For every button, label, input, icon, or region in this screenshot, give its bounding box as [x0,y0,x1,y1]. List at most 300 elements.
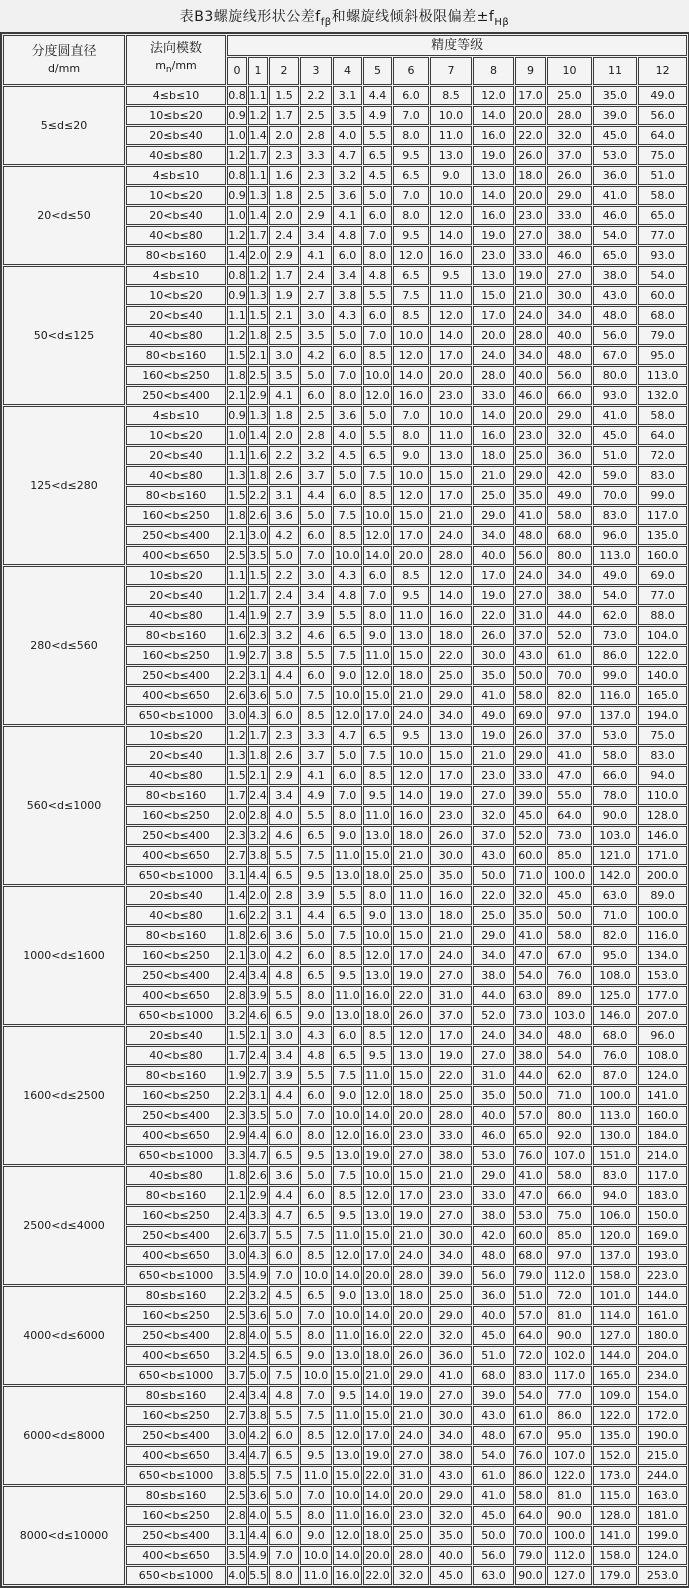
tolerance-value-cell: 11.0 [333,1506,362,1525]
tolerance-value-cell: 151.0 [593,1146,637,1165]
tolerance-value-cell: 12.0 [333,1246,362,1265]
tolerance-value-cell: 4.4 [269,666,299,685]
tolerance-value-cell: 54.0 [593,226,637,245]
tolerance-value-cell: 3.0 [269,346,299,365]
tolerance-value-cell: 1.3 [248,186,268,205]
tolerance-value-cell: 3.4 [333,266,362,285]
tolerance-value-cell: 9.0 [333,1086,362,1105]
tolerance-value-cell: 6.0 [393,86,429,105]
b-range-cell: 400<b≤650 [126,546,226,565]
tolerance-value-cell: 4.0 [269,806,299,825]
d-range-cell: 5≤d≤20 [3,86,125,165]
b-range-cell: 80<b≤160 [126,1066,226,1085]
tolerance-value-cell: 83.0 [593,1166,637,1185]
tolerance-value-cell: 7.5 [300,686,332,705]
tolerance-value-cell: 20.0 [515,106,546,125]
tolerance-value-cell: 54.0 [547,1046,592,1065]
tolerance-value-cell: 60.0 [638,286,687,305]
tolerance-value-cell: 13.0 [363,966,392,985]
tolerance-value-cell: 122.0 [593,1406,637,1425]
tolerance-value-cell: 2.2 [269,446,299,465]
tolerance-value-cell: 7.0 [300,1306,332,1325]
tolerance-value-cell: 7.5 [300,1226,332,1245]
tolerance-value-cell: 82.0 [593,926,637,945]
tolerance-value-cell: 23.0 [515,426,546,445]
tolerance-value-cell: 3.0 [300,566,332,585]
tolerance-value-cell: 26.0 [515,726,546,745]
b-range-cell: 400<b≤650 [126,986,226,1005]
tolerance-value-cell: 3.1 [269,486,299,505]
tolerance-value-cell: 122.0 [638,646,687,665]
tolerance-value-cell: 3.6 [248,686,268,705]
tolerance-value-cell: 6.0 [300,386,332,405]
d-range-cell: 50<d≤125 [3,266,125,405]
tolerance-value-cell: 23.0 [430,386,472,405]
tolerance-value-cell: 124.0 [638,1066,687,1085]
tolerance-value-cell: 0.8 [227,166,247,185]
tolerance-value-cell: 90.0 [547,1326,592,1345]
tolerance-value-cell: 2.4 [227,966,247,985]
tolerance-value-cell: 3.6 [333,406,362,425]
tolerance-value-cell: 38.0 [547,586,592,605]
tolerance-value-cell: 3.6 [269,1166,299,1185]
tolerance-value-cell: 1.8 [248,326,268,345]
tolerance-value-cell: 2.1 [248,1026,268,1045]
tolerance-value-cell: 1.2 [248,106,268,125]
tolerance-value-cell: 33.0 [473,1186,514,1205]
tolerance-value-cell: 30.0 [430,846,472,865]
tolerance-value-cell: 13.0 [363,826,392,845]
tolerance-value-cell: 94.0 [638,766,687,785]
tolerance-value-cell: 40.0 [473,1306,514,1325]
tolerance-value-cell: 29.0 [547,406,592,425]
tolerance-value-cell: 42.0 [547,466,592,485]
tolerance-value-cell: 19.0 [363,1446,392,1465]
tolerance-value-cell: 12.0 [363,1186,392,1205]
tolerance-value-cell: 28.0 [515,326,546,345]
tolerance-value-cell: 4.8 [269,1386,299,1405]
tolerance-value-cell: 3.5 [227,1266,247,1285]
tolerance-value-cell: 80.0 [547,1106,592,1125]
tolerance-value-cell: 234.0 [638,1366,687,1385]
tolerance-value-cell: 28.0 [473,366,514,385]
tolerance-value-cell: 12.0 [430,566,472,585]
b-range-cell: 160<b≤250 [126,1086,226,1105]
table-body [3,86,687,1585]
b-range-cell: 650<b≤1000 [126,1466,226,1485]
tolerance-value-cell: 22.0 [515,126,546,145]
col-header-diameter-name: 分度圆直径 [31,43,97,59]
tolerance-value-cell: 48.0 [593,306,637,325]
tolerance-value-cell: 25.0 [430,1286,472,1305]
tolerance-value-cell: 9.5 [333,1206,362,1225]
tolerance-value-cell: 19.0 [430,1046,472,1065]
tolerance-value-cell: 17.0 [363,1426,392,1445]
tolerance-value-cell: 16.0 [430,246,472,265]
tolerance-value-cell: 41.0 [515,1166,546,1185]
tolerance-value-cell: 7.5 [269,1366,299,1385]
tolerance-value-cell: 21.0 [393,1406,429,1425]
tolerance-value-cell: 3.3 [248,1206,268,1225]
tolerance-value-cell: 3.4 [227,1446,247,1465]
tolerance-value-cell: 51.0 [473,1346,514,1365]
tolerance-value-cell: 79.0 [638,326,687,345]
tolerance-value-cell: 5.5 [333,606,362,625]
d-range-cell: 560<d≤1000 [3,726,125,885]
tolerance-value-cell: 2.6 [248,1166,268,1185]
tolerance-value-cell: 24.0 [515,306,546,325]
tolerance-value-cell: 3.4 [300,586,332,605]
tolerance-value-cell: 55.0 [547,786,592,805]
tolerance-value-cell: 12.0 [393,766,429,785]
title-prefix: 表B3螺旋线形状公差f [179,9,321,25]
tolerance-value-cell: 1.9 [227,646,247,665]
tolerance-value-cell: 29.0 [473,926,514,945]
tolerance-value-cell: 4.6 [248,1006,268,1025]
b-range-cell: 400<b≤650 [126,1446,226,1465]
tolerance-value-cell: 58.0 [638,186,687,205]
tolerance-value-cell: 6.5 [269,1146,299,1165]
tolerance-value-cell: 1.1 [227,446,247,465]
tolerance-value-cell: 6.5 [269,1006,299,1025]
tolerance-value-cell: 3.6 [333,186,362,205]
tolerance-value-cell: 12.0 [333,706,362,725]
tolerance-value-cell: 66.0 [547,1186,592,1205]
b-range-cell: 10≤b≤20 [126,726,226,745]
tolerance-value-cell: 2.9 [300,206,332,225]
col-header-diameter-unit: d/mm [47,61,81,75]
tolerance-value-cell: 8.0 [300,1126,332,1145]
tolerance-value-cell: 4.4 [269,1186,299,1205]
tolerance-value-cell: 113.0 [638,366,687,385]
grade-col-header: 9 [515,57,546,85]
tolerance-value-cell: 2.8 [269,886,299,905]
b-range-cell: 4≤b≤10 [126,166,226,185]
tolerance-value-cell: 2.9 [269,766,299,785]
tolerance-value-cell: 50.0 [473,866,514,885]
tolerance-value-cell: 8.5 [393,566,429,585]
tolerance-value-cell: 43.0 [473,846,514,865]
tolerance-value-cell: 1.6 [227,906,247,925]
tolerance-value-cell: 10.0 [333,1306,362,1325]
tolerance-value-cell: 4.0 [333,126,362,145]
tolerance-value-cell: 49.0 [638,86,687,105]
tolerance-value-cell: 13.0 [363,1206,392,1225]
tolerance-value-cell: 69.0 [515,706,546,725]
tolerance-value-cell: 2.5 [248,366,268,385]
tolerance-value-cell: 7.0 [393,186,429,205]
tolerance-value-cell: 5.5 [300,1066,332,1085]
tolerance-value-cell: 40.0 [430,1546,472,1565]
tolerance-value-cell: 1.8 [269,406,299,425]
tolerance-value-cell: 13.0 [473,266,514,285]
tolerance-value-cell: 7.5 [363,466,392,485]
tolerance-value-cell: 15.0 [363,1226,392,1245]
tolerance-value-cell: 1.4 [227,886,247,905]
tolerance-value-cell: 204.0 [638,1346,687,1365]
tolerance-value-cell: 5.0 [248,1366,268,1385]
tolerance-value-cell: 41.0 [515,506,546,525]
b-range-cell: 650<b≤1000 [126,866,226,885]
tolerance-value-cell: 37.0 [515,626,546,645]
tolerance-value-cell: 3.1 [227,866,247,885]
tolerance-value-cell: 2.5 [269,326,299,345]
tolerance-value-cell: 18.0 [393,1286,429,1305]
tolerance-value-cell: 5.0 [363,186,392,205]
tolerance-value-cell: 20.0 [393,1486,429,1505]
tolerance-value-cell: 3.0 [227,1246,247,1265]
tolerance-value-cell: 5.0 [300,1166,332,1185]
tolerance-value-cell: 12.0 [393,346,429,365]
tolerance-value-cell: 12.0 [393,486,429,505]
tolerance-value-cell: 24.0 [515,566,546,585]
tolerance-value-cell: 61.0 [473,1466,514,1485]
tolerance-value-cell: 152.0 [593,1446,637,1465]
tolerance-value-cell: 103.0 [547,1006,592,1025]
tolerance-value-cell: 56.0 [473,1546,514,1565]
tolerance-value-cell: 8.0 [393,426,429,445]
tolerance-value-cell: 5.0 [269,686,299,705]
tolerance-value-cell: 177.0 [638,986,687,1005]
tolerance-value-cell: 58.0 [515,686,546,705]
b-range-cell: 400<b≤650 [126,1246,226,1265]
tolerance-value-cell: 101.0 [593,1286,637,1305]
tolerance-value-cell: 10.0 [393,326,429,345]
tolerance-value-cell: 12.0 [363,386,392,405]
tolerance-value-cell: 4.4 [248,1526,268,1545]
tolerance-value-cell: 18.0 [363,1006,392,1025]
tolerance-value-cell: 4.7 [333,146,362,165]
tolerance-value-cell: 66.0 [547,386,592,405]
b-range-cell: 160<b≤250 [126,1506,226,1525]
b-range-cell: 40<b≤80 [126,906,226,925]
tolerance-value-cell: 10.0 [393,746,429,765]
tolerance-value-cell: 82.0 [547,686,592,705]
tolerance-value-cell: 9.5 [300,1146,332,1165]
tolerance-value-cell: 29.0 [547,186,592,205]
tolerance-value-cell: 4.8 [333,226,362,245]
tolerance-value-cell: 102.0 [547,1346,592,1365]
tolerance-value-cell: 54.0 [593,586,637,605]
tolerance-value-cell: 3.4 [269,1046,299,1065]
tolerance-value-cell: 2.5 [300,106,332,125]
b-range-cell: 250<b≤400 [126,666,226,685]
tolerance-value-cell: 51.0 [515,1286,546,1305]
tolerance-value-cell: 69.0 [638,566,687,585]
tolerance-value-cell: 44.0 [547,606,592,625]
tolerance-value-cell: 60.0 [515,846,546,865]
tolerance-value-cell: 158.0 [593,1266,637,1285]
tolerance-value-cell: 20.0 [363,1266,392,1285]
tolerance-value-cell: 5.0 [333,466,362,485]
tolerance-value-cell: 9.0 [300,1006,332,1025]
b-range-cell: 250<b≤400 [126,526,226,545]
tolerance-value-cell: 4.8 [269,966,299,985]
tolerance-value-cell: 75.0 [638,726,687,745]
tolerance-value-cell: 10.0 [430,106,472,125]
tolerance-value-cell: 3.4 [248,1386,268,1405]
tolerance-value-cell: 16.0 [393,806,429,825]
tolerance-value-cell: 2.3 [269,146,299,165]
tolerance-value-cell: 2.4 [269,586,299,605]
tolerance-value-cell: 3.1 [269,906,299,925]
tolerance-value-cell: 22.0 [393,1326,429,1345]
tolerance-value-cell: 3.5 [269,366,299,385]
tolerance-value-cell: 10.0 [300,1546,332,1565]
tolerance-value-cell: 29.0 [473,1166,514,1185]
tolerance-value-cell: 8.5 [333,1186,362,1205]
tolerance-value-cell: 50.0 [547,906,592,925]
tolerance-value-cell: 6.0 [333,346,362,365]
tolerance-value-cell: 21.0 [473,746,514,765]
d-range-cell: 8000<d≤10000 [3,1486,125,1585]
tolerance-value-cell: 1.8 [269,186,299,205]
tolerance-value-cell: 2.2 [248,906,268,925]
tolerance-value-cell: 135.0 [638,526,687,545]
tolerance-value-cell: 2.6 [227,1226,247,1245]
tolerance-value-cell: 54.0 [515,966,546,985]
tolerance-value-cell: 21.0 [473,466,514,485]
tolerance-value-cell: 36.0 [593,166,637,185]
tolerance-value-cell: 0.8 [227,266,247,285]
tolerance-value-cell: 58.0 [547,506,592,525]
tolerance-value-cell: 75.0 [547,1206,592,1225]
b-range-cell: 40<b≤80 [126,326,226,345]
tolerance-value-cell: 15.0 [393,1166,429,1185]
grade-col-header: 7 [430,57,472,85]
tolerance-value-cell: 5.5 [363,426,392,445]
tolerance-value-cell: 47.0 [515,946,546,965]
tolerance-value-cell: 6.0 [300,666,332,685]
tolerance-value-cell: 64.0 [638,126,687,145]
tolerance-value-cell: 51.0 [593,446,637,465]
b-range-cell: 400<b≤650 [126,1346,226,1365]
table-row [3,266,687,285]
tolerance-value-cell: 27.0 [393,1146,429,1165]
tolerance-value-cell: 2.7 [248,1066,268,1085]
tolerance-value-cell: 64.0 [547,806,592,825]
tolerance-value-cell: 36.0 [473,1286,514,1305]
tolerance-value-cell: 27.0 [430,966,472,985]
d-range-cell: 280<d≤560 [3,566,125,725]
tolerance-value-cell: 12.0 [430,206,472,225]
tolerance-value-cell: 53.0 [593,726,637,745]
tolerance-value-cell: 3.8 [227,1466,247,1485]
tolerance-value-cell: 4.4 [269,1086,299,1105]
tolerance-value-cell: 19.0 [473,726,514,745]
tolerance-value-cell: 1.7 [227,1046,247,1065]
tolerance-value-cell: 5.5 [363,286,392,305]
tolerance-value-cell: 29.0 [473,506,514,525]
tolerance-value-cell: 81.0 [547,1306,592,1325]
tolerance-value-cell: 23.0 [430,806,472,825]
b-range-cell: 250<b≤400 [126,966,226,985]
tolerance-value-cell: 109.0 [593,1386,637,1405]
tolerance-value-cell: 110.0 [638,786,687,805]
grade-col-header: 0 [227,57,247,85]
tolerance-value-cell: 33.0 [430,1126,472,1145]
title-subscript-ffb: fβ [320,16,332,28]
tolerance-value-cell: 77.0 [547,1386,592,1405]
tolerance-value-cell: 2.2 [248,486,268,505]
tolerance-value-cell: 3.6 [248,1306,268,1325]
tolerance-value-cell: 200.0 [638,866,687,885]
tolerance-value-cell: 44.0 [473,986,514,1005]
tolerance-value-cell: 13.0 [333,1446,362,1465]
b-range-cell: 80≤b≤160 [126,1286,226,1305]
tolerance-value-cell: 52.0 [515,826,546,845]
tolerance-value-cell: 3.2 [227,1006,247,1025]
tolerance-value-cell: 26.0 [473,626,514,645]
tolerance-value-cell: 37.0 [547,146,592,165]
tolerance-value-cell: 11.0 [430,126,472,145]
tolerance-value-cell: 2.0 [269,126,299,145]
tolerance-value-cell: 4.5 [333,446,362,465]
tolerance-value-cell: 3.9 [248,986,268,1005]
tolerance-value-cell: 45.0 [430,1566,472,1585]
tolerance-value-cell: 18.0 [393,666,429,685]
tolerance-value-cell: 8.5 [333,946,362,965]
tolerance-value-cell: 10.0 [333,1106,362,1125]
tolerance-value-cell: 22.0 [393,986,429,1005]
tolerance-value-cell: 6.0 [300,1086,332,1105]
tolerance-value-cell: 2.5 [300,406,332,425]
tolerance-value-cell: 7.5 [333,1066,362,1085]
tolerance-value-cell: 46.0 [473,1126,514,1145]
tolerance-value-cell: 32.0 [430,1326,472,1345]
grade-col-header: 4 [333,57,362,85]
tolerance-value-cell: 100.0 [593,1086,637,1105]
tolerance-value-cell: 171.0 [638,846,687,865]
tolerance-value-cell: 199.0 [638,1526,687,1545]
tolerance-value-cell: 99.0 [593,666,637,685]
tolerance-value-cell: 27.0 [515,586,546,605]
tolerance-value-cell: 11.0 [333,1226,362,1245]
tolerance-value-cell: 3.1 [333,86,362,105]
tolerance-value-cell: 1.3 [227,466,247,485]
tolerance-value-cell: 154.0 [638,1386,687,1405]
tolerance-value-cell: 21.0 [515,286,546,305]
b-range-cell: 650<b≤1000 [126,1366,226,1385]
grade-col-header: 11 [593,57,637,85]
tolerance-value-cell: 51.0 [638,166,687,185]
b-range-cell: 80≤b≤160 [126,1486,226,1505]
tolerance-value-cell: 4.3 [300,1026,332,1045]
b-range-cell: 400<b≤650 [126,846,226,865]
tolerance-value-cell: 4.3 [333,306,362,325]
tolerance-value-cell: 38.0 [515,1046,546,1065]
tolerance-value-cell: 3.6 [248,1486,268,1505]
tolerance-value-cell: 214.0 [638,1146,687,1165]
table-title [0,0,689,32]
tolerance-value-cell: 223.0 [638,1266,687,1285]
tolerance-value-cell: 26.0 [547,166,592,185]
tolerance-value-cell: 16.0 [430,606,472,625]
tolerance-value-cell: 13.0 [430,146,472,165]
tolerance-value-cell: 0.9 [227,186,247,205]
tolerance-value-cell: 1.7 [248,586,268,605]
tolerance-value-cell: 90.0 [593,806,637,825]
tolerance-value-cell: 23.0 [393,1506,429,1525]
tolerance-value-cell: 6.5 [363,146,392,165]
tolerance-value-cell: 6.0 [333,766,362,785]
tolerance-value-cell: 135.0 [593,1426,637,1445]
tolerance-value-cell: 7.0 [269,1546,299,1565]
b-range-cell: 650<b≤1000 [126,1566,226,1585]
tolerance-value-cell: 31.0 [515,606,546,625]
tolerance-value-cell: 9.0 [363,906,392,925]
tolerance-value-cell: 3.9 [269,1066,299,1085]
